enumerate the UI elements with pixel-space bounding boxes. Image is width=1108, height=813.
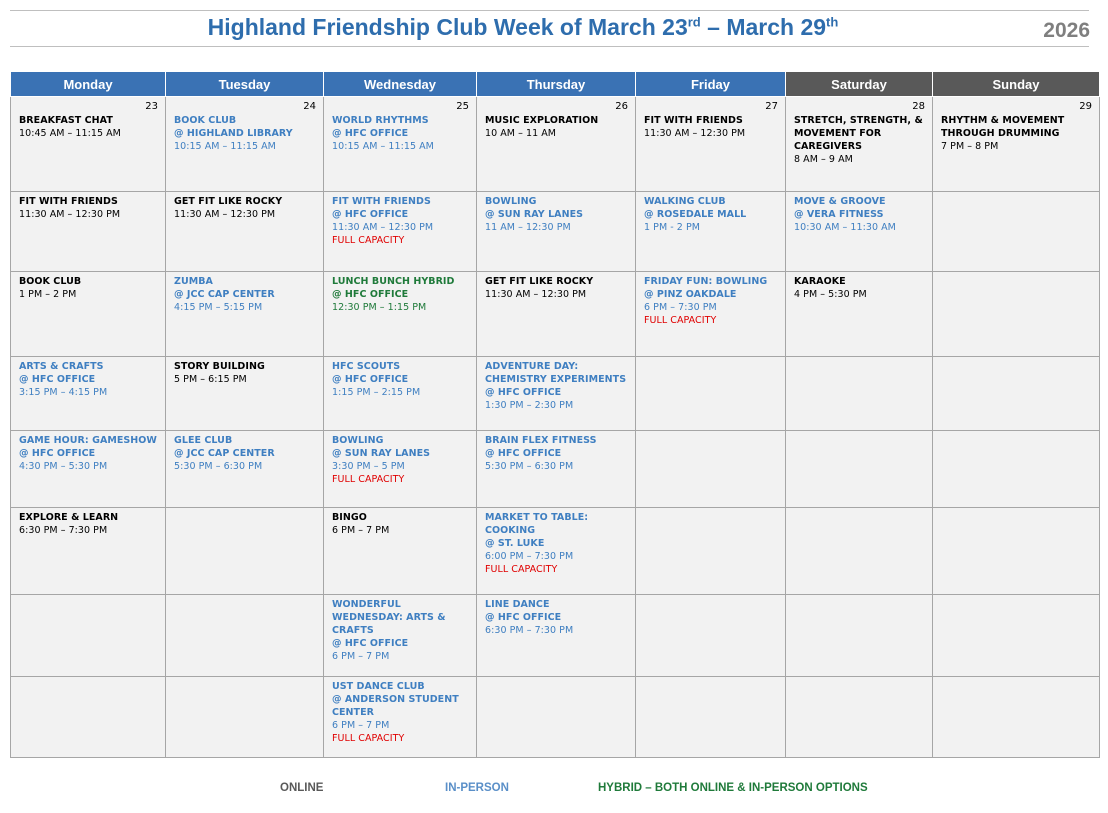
event-entry [794, 195, 925, 234]
day-cell-friday [636, 357, 786, 431]
event-time: 11:30 AM – 12:30 PM [485, 289, 587, 301]
event-location: @ HIGHLAND LIBRARY [174, 128, 293, 140]
event-time: 6:30 PM – 7:30 PM [485, 625, 574, 637]
event-time: 11:30 AM – 12:30 PM [19, 209, 121, 221]
day-cell-monday [11, 508, 166, 595]
date-number: 29 [1079, 101, 1092, 112]
day-cell-sunday [933, 357, 1100, 431]
day-cell-saturday [786, 97, 933, 192]
day-cell-monday [11, 357, 166, 431]
day-cell-saturday [786, 192, 933, 272]
date-number: 28 [912, 101, 925, 112]
day-cell-tuesday [166, 431, 324, 508]
event-entry [941, 114, 1092, 153]
day-cell-saturday [786, 272, 933, 357]
event-title: EXPLORE & LEARN [19, 512, 119, 523]
day-header-sunday: Sunday [933, 72, 1100, 97]
day-cell-thursday [477, 192, 636, 272]
day-cell-tuesday [166, 357, 324, 431]
event-entry [332, 114, 469, 153]
day-header-thursday: Thursday [477, 72, 636, 97]
event-entry [332, 275, 469, 314]
event-location: @ HFC OFFICE [332, 374, 409, 386]
day-cell-thursday [477, 431, 636, 508]
event-title: BOOK CLUB [19, 276, 82, 287]
day-cell-tuesday [166, 508, 324, 595]
event-title: UST DANCE CLUB [332, 681, 425, 692]
event-time: 11:30 AM – 12:30 PM [174, 209, 276, 221]
day-cell-sunday [933, 431, 1100, 508]
day-cell-thursday [477, 595, 636, 677]
page-title: Highland Friendship Club Week of March 23rd – March 29th [207, 14, 839, 40]
day-cell-thursday [477, 508, 636, 595]
event-title: BOWLING [332, 435, 384, 446]
day-cell-friday [636, 508, 786, 595]
event-title: FIT WITH FRIENDS [19, 196, 118, 207]
event-entry [332, 195, 469, 247]
event-entry [332, 680, 469, 746]
day-cell-saturday [786, 677, 933, 758]
day-cell-friday [636, 595, 786, 677]
legend-online: ONLINE [280, 782, 324, 794]
legend-in-person: IN-PERSON [445, 782, 509, 794]
day-cell-thursday [477, 357, 636, 431]
day-cell-tuesday [166, 192, 324, 272]
bottom-rule [10, 46, 1089, 47]
event-title: STRETCH, STRENGTH, & MOVEMENT FOR CAREGIVERS [794, 115, 923, 153]
top-rule [10, 10, 1089, 11]
event-title: ZUMBA [174, 276, 213, 287]
day-header-friday: Friday [636, 72, 786, 97]
event-time: 6:30 PM – 7:30 PM [19, 525, 108, 537]
event-time: 10:30 AM – 11:30 AM [794, 222, 896, 234]
event-location: @ JCC CAP CENTER [174, 289, 275, 301]
event-entry [19, 360, 158, 399]
day-cell-monday [11, 431, 166, 508]
day-cell-friday [636, 192, 786, 272]
event-entry [174, 275, 316, 314]
event-time: 3:15 PM – 4:15 PM [19, 387, 108, 399]
day-cell-monday [11, 595, 166, 677]
event-entry [794, 275, 925, 301]
calendar-row [11, 508, 1100, 595]
event-time: 1:15 PM – 2:15 PM [332, 387, 421, 399]
event-title: WALKING CLUB [644, 196, 726, 207]
day-cell-friday [636, 272, 786, 357]
day-cell-wednesday [324, 192, 477, 272]
event-entry [19, 195, 158, 221]
day-header-wednesday: Wednesday [324, 72, 477, 97]
event-time: 10:15 AM – 11:15 AM [332, 141, 434, 153]
day-cell-thursday [477, 677, 636, 758]
day-cell-tuesday [166, 677, 324, 758]
day-header-saturday: Saturday [786, 72, 933, 97]
event-time: 5:30 PM – 6:30 PM [485, 461, 574, 473]
event-title: BOOK CLUB [174, 115, 237, 126]
calendar-row [11, 431, 1100, 508]
day-cell-sunday [933, 192, 1100, 272]
event-entry [644, 114, 778, 140]
event-time: 4 PM – 5:30 PM [794, 289, 867, 301]
event-entry [19, 275, 158, 301]
date-number: 27 [765, 101, 778, 112]
event-title: LUNCH BUNCH HYBRID [332, 276, 455, 287]
day-cell-monday [11, 272, 166, 357]
event-time: 6 PM – 7 PM [332, 651, 390, 663]
date-number: 24 [303, 101, 316, 112]
event-location: @ HFC OFFICE [332, 128, 409, 140]
event-location: @ HFC OFFICE [332, 289, 409, 301]
event-title: FRIDAY FUN: BOWLING [644, 276, 768, 287]
day-cell-wednesday [324, 357, 477, 431]
event-title: MOVE & GROOVE [794, 196, 886, 207]
event-title: WORLD RHYTHMS [332, 115, 429, 126]
event-title: FIT WITH FRIENDS [332, 196, 431, 207]
event-time: 1 PM – 2 PM [19, 289, 77, 301]
day-header-tuesday: Tuesday [166, 72, 324, 97]
day-cell-sunday [933, 272, 1100, 357]
event-entry [485, 360, 628, 412]
event-location: @ HFC OFFICE [485, 612, 562, 624]
event-title: BOWLING [485, 196, 537, 207]
day-cell-saturday [786, 508, 933, 595]
event-location: @ SUN RAY LANES [332, 448, 431, 460]
event-location: @ JCC CAP CENTER [174, 448, 275, 460]
event-location: @ HFC OFFICE [19, 374, 96, 386]
event-time: 8 AM – 9 AM [794, 154, 853, 166]
event-entry [174, 114, 316, 153]
day-cell-friday [636, 677, 786, 758]
day-cell-sunday [933, 508, 1100, 595]
event-title: FIT WITH FRIENDS [644, 115, 743, 126]
event-time: 11:30 AM – 12:30 PM [644, 128, 746, 140]
day-cell-friday [636, 97, 786, 192]
event-entry [332, 434, 469, 486]
day-cell-monday [11, 192, 166, 272]
event-entry [332, 360, 469, 399]
event-location: @ HFC OFFICE [332, 638, 409, 650]
year-label: 2026 [1043, 19, 1090, 42]
event-entry [19, 114, 158, 140]
full-capacity-label: FULL CAPACITY [332, 474, 405, 486]
day-cell-sunday [933, 677, 1100, 758]
day-cell-tuesday [166, 97, 324, 192]
date-number: 25 [456, 101, 469, 112]
event-title: MUSIC EXPLORATION [485, 115, 599, 126]
day-cell-wednesday [324, 595, 477, 677]
event-title: RHYTHM & MOVEMENT THROUGH DRUMMING [941, 115, 1065, 140]
event-location: @ HFC OFFICE [485, 448, 562, 460]
week-calendar [10, 71, 1100, 758]
day-cell-monday [11, 677, 166, 758]
event-title: BINGO [332, 512, 367, 523]
day-cell-sunday [933, 595, 1100, 677]
event-location: @ HFC OFFICE [332, 209, 409, 221]
date-number: 23 [145, 101, 158, 112]
event-title: KARAOKE [794, 276, 846, 287]
event-location: @ HFC OFFICE [19, 448, 96, 460]
calendar-row [11, 192, 1100, 272]
event-entry [485, 434, 628, 473]
event-time: 4:30 PM – 5:30 PM [19, 461, 108, 473]
event-entry [485, 511, 628, 577]
event-title: GAME HOUR: GAMESHOW [19, 435, 157, 446]
day-cell-thursday [477, 272, 636, 357]
day-cell-monday [11, 97, 166, 192]
event-entry [174, 360, 316, 386]
day-cell-wednesday [324, 97, 477, 192]
event-location: @ SUN RAY LANES [485, 209, 584, 221]
date-number: 26 [615, 101, 628, 112]
event-entry [485, 598, 628, 637]
event-entry [794, 114, 925, 166]
event-time: 5 PM – 6:15 PM [174, 374, 247, 386]
event-entry [485, 275, 628, 301]
event-title: BRAIN FLEX FITNESS [485, 435, 597, 446]
event-location: @ ANDERSON STUDENT CENTER [332, 694, 459, 719]
event-entry [485, 195, 628, 234]
event-location: @ ROSEDALE MALL [644, 209, 747, 221]
event-title: GET FIT LIKE ROCKY [174, 196, 283, 207]
event-entry [485, 114, 628, 140]
event-title: STORY BUILDING [174, 361, 265, 372]
event-location: @ PINZ OAKDALE [644, 289, 737, 301]
day-cell-tuesday [166, 272, 324, 357]
calendar-row [11, 595, 1100, 677]
event-time: 3:30 PM – 5 PM [332, 461, 405, 473]
event-title: HFC SCOUTS [332, 361, 401, 372]
event-time: 6 PM – 7 PM [332, 525, 390, 537]
day-header-monday: Monday [11, 72, 166, 97]
day-header-row [11, 72, 1100, 97]
event-time: 6:00 PM – 7:30 PM [485, 551, 574, 563]
event-time: 1 PM - 2 PM [644, 222, 700, 234]
event-time: 6 PM – 7 PM [332, 720, 390, 732]
day-cell-saturday [786, 431, 933, 508]
calendar-row [11, 357, 1100, 431]
calendar-row [11, 677, 1100, 758]
event-time: 4:15 PM – 5:15 PM [174, 302, 263, 314]
event-title: MARKET TO TABLE: COOKING [485, 512, 589, 537]
event-entry [332, 598, 469, 664]
day-cell-tuesday [166, 595, 324, 677]
event-title: ARTS & CRAFTS [19, 361, 104, 372]
event-location: @ VERA FITNESS [794, 209, 884, 221]
event-time: 12:30 PM – 1:15 PM [332, 302, 427, 314]
event-time: 1:30 PM – 2:30 PM [485, 400, 574, 412]
event-time: 11:30 AM – 12:30 PM [332, 222, 434, 234]
event-title: WONDERFUL WEDNESDAY: ARTS & CRAFTS [332, 599, 446, 637]
event-entry [644, 275, 778, 327]
event-title: GET FIT LIKE ROCKY [485, 276, 594, 287]
event-time: 10 AM – 11 AM [485, 128, 557, 140]
day-cell-saturday [786, 357, 933, 431]
event-location: @ HFC OFFICE [485, 387, 562, 399]
event-entry [332, 511, 469, 537]
day-cell-wednesday [324, 272, 477, 357]
event-entry [644, 195, 778, 234]
event-location: @ ST. LUKE [485, 538, 545, 550]
day-cell-saturday [786, 595, 933, 677]
event-time: 7 PM – 8 PM [941, 141, 999, 153]
event-entry [19, 511, 158, 537]
calendar-row [11, 97, 1100, 192]
event-entry [19, 434, 158, 473]
event-title: BREAKFAST CHAT [19, 115, 113, 126]
event-entry [174, 434, 316, 473]
day-cell-wednesday [324, 431, 477, 508]
full-capacity-label: FULL CAPACITY [332, 235, 405, 247]
event-time: 6 PM – 7:30 PM [644, 302, 717, 314]
event-time: 10:15 AM – 11:15 AM [174, 141, 276, 153]
day-cell-sunday [933, 97, 1100, 192]
event-title: LINE DANCE [485, 599, 550, 610]
event-time: 11 AM – 12:30 PM [485, 222, 571, 234]
full-capacity-label: FULL CAPACITY [485, 564, 558, 576]
day-cell-wednesday [324, 508, 477, 595]
full-capacity-label: FULL CAPACITY [332, 733, 405, 745]
full-capacity-label: FULL CAPACITY [644, 315, 717, 327]
calendar-body [11, 97, 1100, 758]
legend-hybrid: HYBRID – BOTH ONLINE & IN-PERSON OPTIONS [598, 782, 868, 794]
day-cell-thursday [477, 97, 636, 192]
event-title: GLEE CLUB [174, 435, 233, 446]
event-time: 5:30 PM – 6:30 PM [174, 461, 263, 473]
day-cell-wednesday [324, 677, 477, 758]
event-time: 10:45 AM – 11:15 AM [19, 128, 121, 140]
day-cell-friday [636, 431, 786, 508]
event-title: ADVENTURE DAY: CHEMISTRY EXPERIMENTS [485, 361, 627, 386]
calendar-row [11, 272, 1100, 357]
event-entry [174, 195, 316, 221]
